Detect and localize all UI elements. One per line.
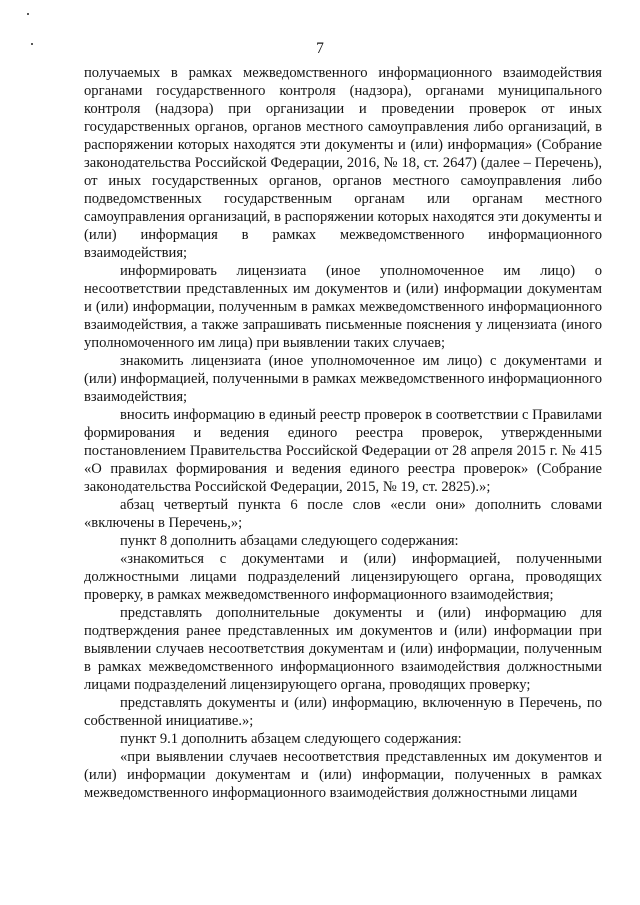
paragraph: информировать лицензиата (иное уполномоченное им лицо) о несоответствии представленных им документов и (или) информации документам и (или) информации, полученным в рамках межведомственного информационного взаимодействия, а также запрашивать письменные пояснения у лицензиата (иного уполномоченного им лица) при выявлении таких случаев; bbox=[84, 263, 602, 351]
scan-speck bbox=[27, 13, 29, 15]
paragraph: «знакомиться с документами и (или) информацией, полученными должностными лицами подразделений лицензирующего органа, проводящих проверку, в рамках межведомственного информационного взаимодействия; bbox=[84, 551, 602, 603]
paragraph: абзац четвертый пункта 6 после слов «если они» дополнить словами «включены в Перечень,»; bbox=[84, 497, 602, 531]
paragraph: пункт 9.1 дополнить абзацем следующего содержания: bbox=[120, 731, 462, 747]
paragraph: получаемых в рамках межведомственного информационного взаимодействия органами государственного контроля (надзора), органами муниципального контроля (надзора) при организации и проведении проверок от иных государственных органов, органов местного самоуправления либо организаций, в распоряжении которых находятся эти документы и (или) информация» (Собрание законодательства Российской Федерации, 2016, № 18, ст. 2647) (далее – Перечень), от иных государственных органов, органов местного самоуправления либо подведомственных государственным органам или органам местного самоуправления организаций, в распоряжении которых находятся эти документы и (или) информация в рамках межведомственного информационного взаимодействия; bbox=[84, 65, 602, 261]
page-number: 7 bbox=[316, 40, 324, 57]
paragraph: представлять дополнительные документы и (или) информацию для подтверждения ранее представленных им документов и (или) информации при выявлении случаев несоответствия документам и (или) информации, полученным в рамках межведомственного информационного взаимодействия должностными лицами подразделений лицензирующего органа, проводящих проверку; bbox=[84, 605, 602, 693]
paragraph: «при выявлении случаев несоответствия представленных им документов и (или) информации документам и (или) информации, полученных в рамках межведомственного информационного взаимодействия должностными лицами bbox=[84, 749, 602, 801]
document-body bbox=[84, 64, 602, 802]
paragraph: пункт 8 дополнить абзацами следующего содержания: bbox=[120, 533, 459, 549]
paragraph: представлять документы и (или) информацию, включенную в Перечень, по собственной инициативе.»; bbox=[84, 695, 602, 729]
paragraph: вносить информацию в единый реестр проверок в соответствии с Правилами формирования и ведения единого реестра проверок, утвержденными постановлением Правительства Российской Федерации от 28 апреля 2015 г. № 415 «О правилах формирования и ведения единого реестра проверок» (Собрание законодательства Российской Федерации, 2015, № 19, ст. 2825).»; bbox=[84, 407, 602, 495]
paragraph: знакомить лицензиата (иное уполномоченное им лицо) с документами и (или) информацией, полученными в рамках межведомственного информационного взаимодействия; bbox=[84, 353, 602, 405]
